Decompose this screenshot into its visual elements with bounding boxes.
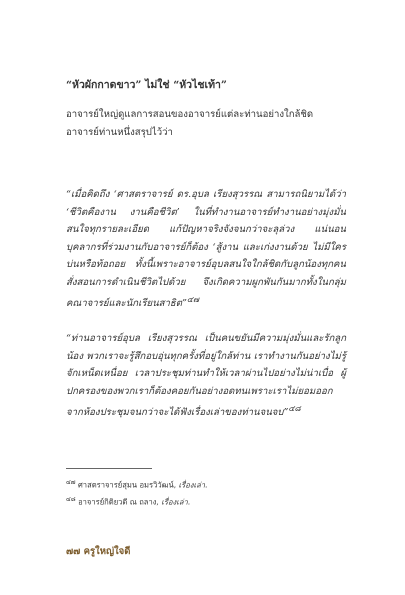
intro-text: อาจารย์ใหญ่ดูแลการสอนของอาจารย์แต่ละท่านอย่างใกล้ชิด อาจารย์ท่านหนึ่งสรุปไว้ว่า bbox=[66, 109, 314, 138]
footnote-ref-1: ๔๗ bbox=[186, 295, 199, 304]
footnote-1 bbox=[66, 477, 207, 492]
quote-paragraph-2 bbox=[66, 330, 346, 422]
footnote-2-number: ๔๘ bbox=[66, 496, 76, 503]
footnote-2-name: อาจารย์กิติยวดี ณ ถลาง, bbox=[78, 497, 159, 507]
quote-paragraph-1 bbox=[66, 186, 346, 313]
footnote-divider bbox=[66, 468, 152, 469]
footnote-1-source: เรื่องเล่า. bbox=[178, 480, 208, 490]
section-heading: “หัวผักกาดขาว” ไม่ใช่ “หัวไชเท้า” bbox=[66, 79, 227, 91]
quote-2-text: “ท่านอาจารย์อุบล เรียงสุวรรณ เป็นคนขยันมีความมุ่งมั่นและรักลูกน้อง พวกเราจะรู้สึกอบอุ่นทุกครั้งที่อยู่ใกล้ท่าน เราทำงานกันอย่างไม่รู้จักเหน็ดเหนื่อย เวลาประชุมท่านทำให้เวลาผ่านไปอย่างไม่น่าเบื่อ ผู้ปกครองของพวกเราก็ต้องคอยกันอย่างอดทนเพราะเราไม่ยอมออกจากห้องประชุมจนกว่าจะได้ฟังเรื่องเล่าของท่านจนจบ” bbox=[66, 333, 346, 419]
quote-1-text: “เมื่อคิดถึง ‘ศาสตราจารย์ ดร.อุบล เรียงสุวรรณ สามารถนิยามได้ว่า ‘ชีวิตคืองาน งานคือชีวิต’ ในที่ทำงานอาจารย์ทำงานอย่างมุ่งมั่น สนใจทุกรายละเอียด แก้ปัญหาจริงจังจนกว่าจะลุล่วง แน่นอน บุคลากรที่ร่วมงานกับอาจารย์ก็ต้อง ‘สู้งาน และเก่งงานด้วย ไม่มีใครบ่นหรือท้อถอย ทั้งนี้เพราะอาจารย์อุบลสนใจใกล้ชิดกับลูกน้องทุกคน สั่งสอนการดำเนินชีวิตไปด้วย จึงเกิดความผูกพันกันมากทั้งในกลุ่มคณาจารย์และนักเรียนสาธิต” bbox=[66, 189, 346, 310]
footnote-ref-2: ๔๘ bbox=[288, 404, 301, 413]
page-folio: ๗๗ ครูใหญ่ใจดี bbox=[66, 546, 131, 557]
footnote-2 bbox=[66, 494, 190, 509]
intro-paragraph bbox=[66, 106, 346, 141]
footnote-2-source: เรื่องเล่า. bbox=[161, 497, 191, 507]
footnote-1-name: ศาสตราจารย์สุมน อมรวิวัฒน์, bbox=[77, 480, 177, 490]
footnote-1-number: ๔๗ bbox=[66, 479, 76, 486]
